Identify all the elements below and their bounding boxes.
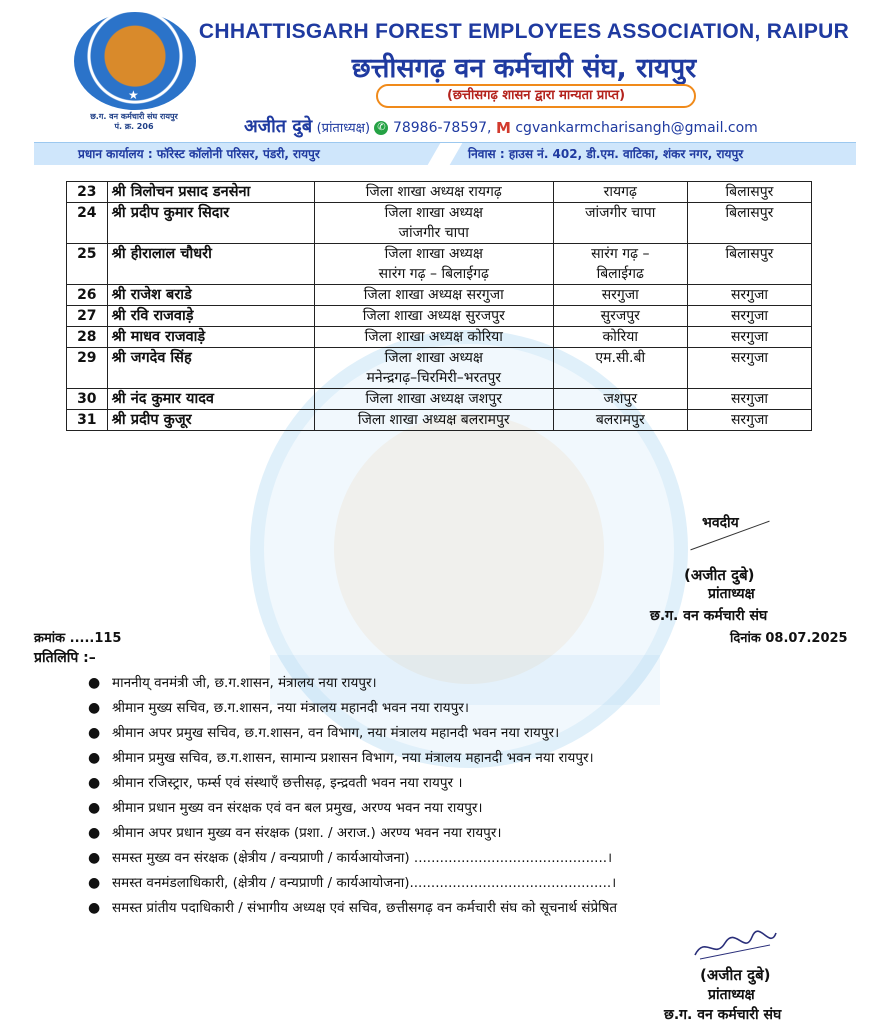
member-name: श्री जगदेव सिंह (107, 348, 314, 389)
signatory-org: छ.ग. वन कर्मचारी संघ (650, 608, 768, 624)
table-row (67, 244, 812, 285)
contact-row (244, 114, 864, 138)
member-district: कोरिया (553, 327, 687, 348)
title-english: CHHATTISGARH FOREST EMPLOYEES ASSOCIATION, RAIPUR (198, 20, 850, 43)
member-name: श्री राजेश बराडे (107, 285, 314, 306)
member-name: श्री माधव राजवाड़े (107, 327, 314, 348)
row-number: 27 (67, 306, 108, 327)
list-item: ● श्रीमान अपर प्रधान मुख्य वन संरक्षक (प्रशा. / अराज.) अरण्य भवन नया रायपुर। (88, 825, 502, 841)
member-post: जिला शाखा अध्यक्ष जांजगीर चापा (314, 203, 553, 244)
row-number: 25 (67, 244, 108, 285)
address-separator (428, 143, 463, 165)
reference-date: दिनांक 08.07.2025 (730, 631, 848, 646)
list-item: ● श्रीमान अपर प्रमुख सचिव, छ.ग.शासन, वन विभाग, नया मंत्रालय महानदी भवन नया रायपुर। (88, 725, 560, 741)
star-icon: ★ (128, 88, 139, 102)
copy-to-list (80, 672, 870, 922)
head-office-address: प्रधान कार्यालय : फॉरेस्ट कॉलोनी परिसर, पंडरी, रायपुर (78, 147, 320, 161)
member-circle: बिलासपुर (687, 203, 811, 244)
table-row (67, 203, 812, 244)
member-circle: सरगुजा (687, 327, 811, 348)
signatory-name: (अजीत दुबे) (684, 566, 755, 584)
residence-address: निवास : हाउस नं. 402, डी.एम. वाटिका, शंकर नगर, रायपुर (468, 147, 744, 161)
title-hindi: छत्तीसगढ़ वन कर्मचारी संघ, रायपुर (351, 53, 697, 84)
copy-to-heading: प्रतिलिपि :– (34, 650, 96, 666)
member-circle: बिलासपुर (687, 182, 811, 203)
reference-number: क्रमांक .....115 (34, 631, 122, 646)
signatory-post: प्रांताध्यक्ष (708, 586, 755, 602)
member-name: श्री प्रदीप कुजूर (107, 410, 314, 431)
member-district: बलरामपुर (553, 410, 687, 431)
president-role: (प्रांताध्यक्ष) (316, 121, 371, 136)
list-item: ● श्रीमान रजिस्ट्रार, फर्म्स एवं संस्थाएँ छत्तीसढ़, इन्द्रवती भवन नया रायपुर । (88, 775, 463, 791)
letterhead (34, 2, 856, 164)
member-circle: बिलासपुर (687, 244, 811, 285)
member-circle: सरगुजा (687, 389, 811, 410)
closing-text: भवदीय (702, 515, 739, 531)
list-item: ● श्रीमान प्रधान मुख्य वन संरक्षक एवं वन बल प्रमुख, अरण्य भवन नया रायपुर। (88, 800, 483, 816)
member-district: एम.सी.बी (553, 348, 687, 389)
member-circle: सरगुजा (687, 348, 811, 389)
member-name: श्री प्रदीप कुमार सिदार (107, 203, 314, 244)
table-row (67, 285, 812, 306)
member-name: श्री हीरालाल चौधरी (107, 244, 314, 285)
mail-icon: M (495, 119, 511, 137)
list-item: ● माननीय् वनमंत्री जी, छ.ग.शासन, मंत्रालय नया रायपुर। (88, 675, 377, 691)
member-district: जशपुर (553, 389, 687, 410)
member-circle: सरगुजा (687, 306, 811, 327)
member-district: सारंग गढ़ – बिलाईगढ (553, 244, 687, 285)
phone-icon: ✆ (374, 121, 388, 135)
president-name: अजीत दुबे (244, 116, 313, 137)
member-post: जिला शाखा अध्यक्ष रायगढ़ (314, 182, 553, 203)
table-row (67, 306, 812, 327)
table-row (67, 348, 812, 389)
list-item: ● समस्त प्रांतीय पदाधिकारी / संभागीय अध्यक्ष एवं सचिव, छत्तीसगढ़ वन कर्मचारी संघ को सूचनार्थ संप्रेषित (88, 900, 618, 916)
table-row (67, 327, 812, 348)
row-number: 29 (67, 348, 108, 389)
member-district: सरगुजा (553, 285, 687, 306)
table-row (67, 389, 812, 410)
members-table (66, 181, 812, 431)
row-number: 24 (67, 203, 108, 244)
member-circle: सरगुजा (687, 410, 811, 431)
member-post: जिला शाखा अध्यक्ष सुरजपुर (314, 306, 553, 327)
member-post: जिला शाखा अध्यक्ष जशपुर (314, 389, 553, 410)
table-row (67, 410, 812, 431)
list-item: ● श्रीमान प्रमुख सचिव, छ.ग.शासन, सामान्य प्रशासन विभाग, नया मंत्रालय महानदी भवन नया रायपुर। (88, 750, 594, 766)
row-number: 31 (67, 410, 108, 431)
row-number: 30 (67, 389, 108, 410)
row-number: 28 (67, 327, 108, 348)
member-post: जिला शाखा अध्यक्ष कोरिया (314, 327, 553, 348)
email-address: cgvankarmcharisangh@gmail.com (515, 120, 758, 136)
signatory-name-bottom: (अजीत दुबे) (700, 966, 771, 984)
row-number: 23 (67, 182, 108, 203)
member-circle: सरगुजा (687, 285, 811, 306)
member-district: रायगढ़ (553, 182, 687, 203)
member-district: जांजगीर चापा (553, 203, 687, 244)
list-item: ● समस्त मुख्य वन संरक्षक (क्षेत्रीय / वन्यप्राणी / कार्यआयोजना) .............................................। (88, 850, 613, 866)
member-post: जिला शाखा अध्यक्ष सरगुजा (314, 285, 553, 306)
list-item: ● श्रीमान मुख्य सचिव, छ.ग.शासन, नया मंत्रालय महानदी भवन नया रायपुर। (88, 700, 469, 716)
member-post: जिला शाखा अध्यक्ष मनेन्द्रगढ़–चिरमिरी–भरतपुर (314, 348, 553, 389)
phone-number: 78986-78597, (392, 120, 492, 136)
signatory-post-bottom: प्रांताध्यक्ष (708, 987, 755, 1003)
member-name: श्री नंद कुमार यादव (107, 389, 314, 410)
member-post: जिला शाखा अध्यक्ष बलरामपुर (314, 410, 553, 431)
row-number: 26 (67, 285, 108, 306)
table-row (67, 182, 812, 203)
address-bar (34, 142, 856, 165)
member-post: जिला शाखा अध्यक्ष सारंग गढ़ – बिलाईगढ़ (314, 244, 553, 285)
member-name: श्री रवि राजवाड़े (107, 306, 314, 327)
member-district: सुरजपुर (553, 306, 687, 327)
member-name: श्री त्रिलोचन प्रसाद डनसेना (107, 182, 314, 203)
signatory-org-bottom: छ.ग. वन कर्मचारी संघ (664, 1007, 782, 1023)
recognition-badge: (छत्तीसगढ़ शासन द्वारा मान्यता प्राप्त) (376, 84, 696, 108)
handwritten-signature (690, 925, 780, 965)
association-logo (74, 12, 196, 110)
list-item: ● समस्त वनमंडलाधिकारी, (क्षेत्रीय / वन्यप्राणी / कार्यआयोजना)...............................................। (88, 875, 617, 891)
logo-caption: छ.ग. वन कर्मचारी संघ रायपुर पं. क्र. 206 (90, 112, 178, 131)
